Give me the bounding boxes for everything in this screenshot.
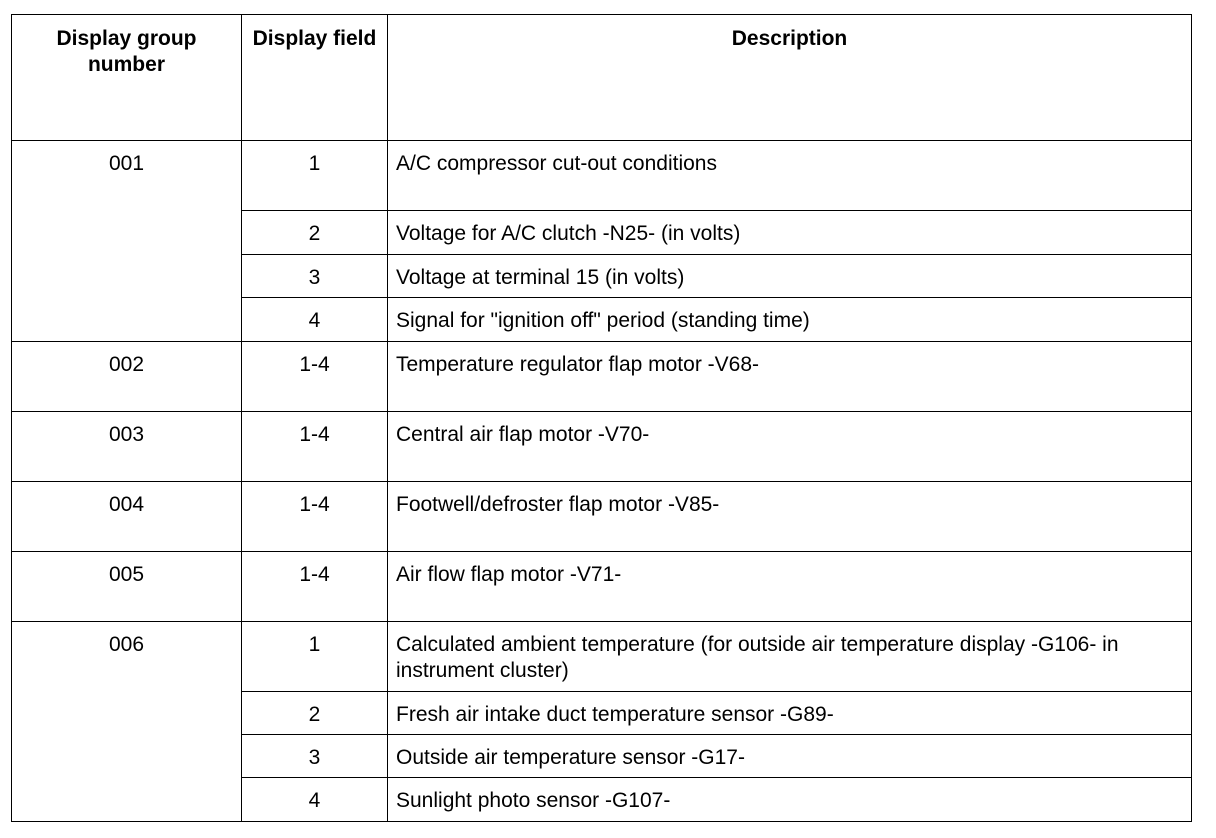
header-description: Description <box>388 15 1192 141</box>
field-cell: 2 <box>242 692 388 735</box>
field-cell: 3 <box>242 735 388 778</box>
table-header-row <box>12 15 1192 141</box>
group-number-cell: 005 <box>12 552 242 622</box>
field-cell: 4 <box>242 298 388 342</box>
field-cell: 1-4 <box>242 482 388 552</box>
description-cell: A/C compressor cut-out conditions <box>388 141 1192 211</box>
table-row <box>12 141 1192 211</box>
field-cell: 3 <box>242 255 388 298</box>
description-cell: Temperature regulator flap motor -V68- <box>388 342 1192 412</box>
table-row <box>12 482 1192 552</box>
description-cell: Voltage for A/C clutch -N25- (in volts) <box>388 211 1192 255</box>
description-cell: Calculated ambient temperature (for outside air temperature display -G106- in instrument cluster) <box>388 622 1192 692</box>
header-display-group-number: Display group number <box>12 15 242 141</box>
description-cell: Footwell/defroster flap motor -V85- <box>388 482 1192 552</box>
display-groups-table <box>11 14 1192 822</box>
description-cell: Fresh air intake duct temperature sensor -G89- <box>388 692 1192 735</box>
header-display-field: Display field <box>242 15 388 141</box>
field-cell: 2 <box>242 211 388 255</box>
group-number-cell: 002 <box>12 342 242 412</box>
description-cell: Air flow flap motor -V71- <box>388 552 1192 622</box>
group-number-cell: 004 <box>12 482 242 552</box>
description-cell: Signal for "ignition off" period (standing time) <box>388 298 1192 342</box>
group-number-cell: 006 <box>12 622 242 822</box>
field-cell: 1-4 <box>242 552 388 622</box>
description-cell: Sunlight photo sensor -G107- <box>388 778 1192 822</box>
table-row <box>12 412 1192 482</box>
table-row <box>12 552 1192 622</box>
table-row <box>12 622 1192 692</box>
group-number-cell: 003 <box>12 412 242 482</box>
field-cell: 1-4 <box>242 342 388 412</box>
table-row <box>12 342 1192 412</box>
field-cell: 1 <box>242 622 388 692</box>
field-cell: 1-4 <box>242 412 388 482</box>
description-cell: Voltage at terminal 15 (in volts) <box>388 255 1192 298</box>
group-number-cell: 001 <box>12 141 242 342</box>
description-cell: Central air flap motor -V70- <box>388 412 1192 482</box>
description-cell: Outside air temperature sensor -G17- <box>388 735 1192 778</box>
field-cell: 1 <box>242 141 388 211</box>
field-cell: 4 <box>242 778 388 822</box>
